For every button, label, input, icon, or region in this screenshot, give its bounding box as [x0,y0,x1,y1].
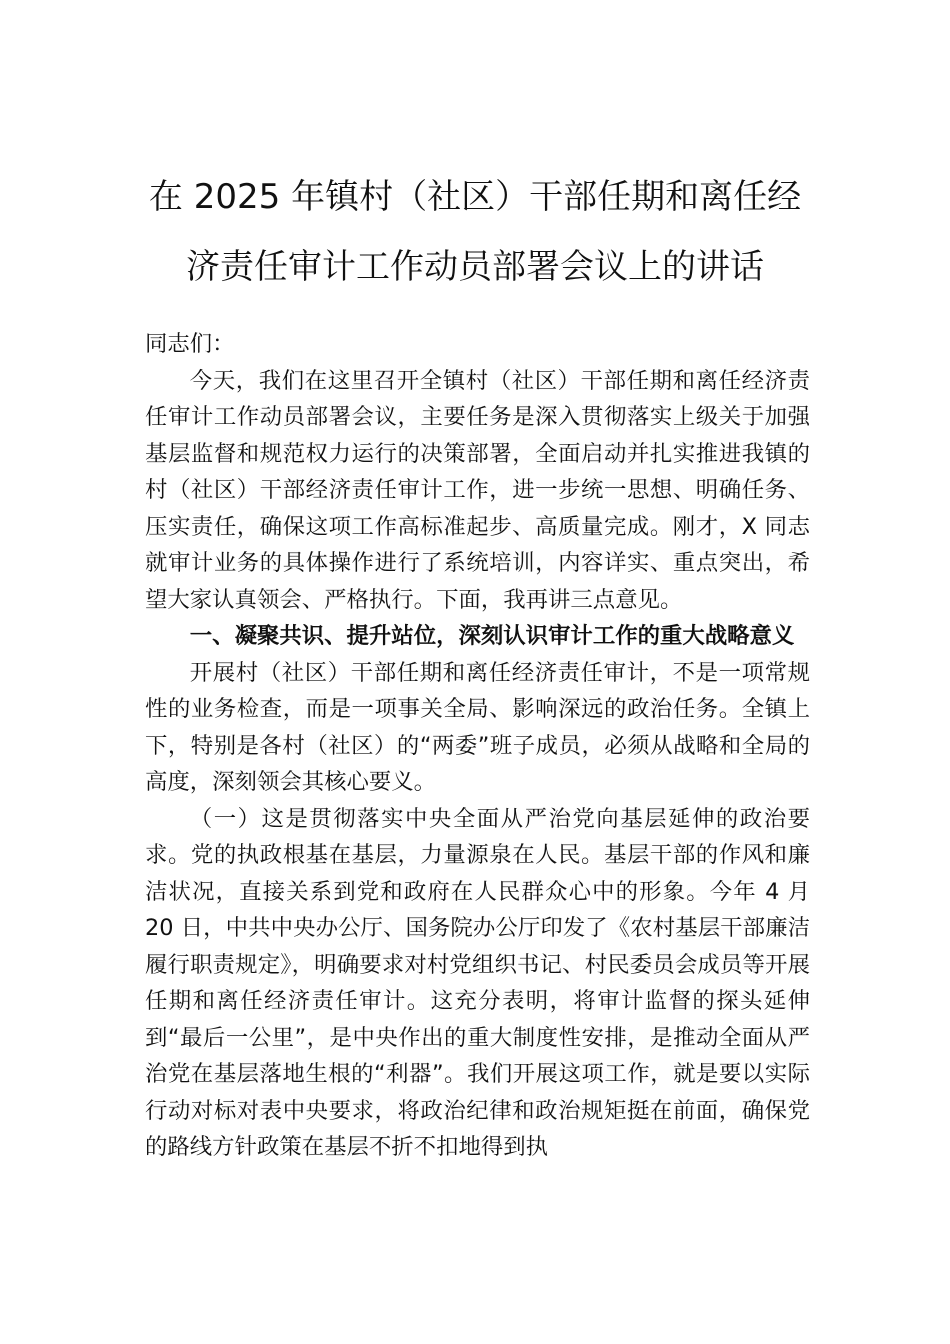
title-line-1: 在 2025 年镇村（社区）干部任期和离任经 [148,177,802,217]
document-body [145,326,810,1166]
section-heading: 一、凝聚共识、提升站位，深刻认识审计工作的重大战略意义 [189,623,795,649]
paragraph: 开展村（社区）干部任期和离任经济责任审计，不是一项常规性的业务检查，而是一项事关全局、影响深远的政治任务。全镇上下，特别是各村（社区）的“两委”班子成员，必须从战略和全局的高度，深刻领会其核心要义。 [145,659,810,795]
paragraph: 今天，我们在这里召开全镇村（社区）干部任期和离任经济责任审计工作动员部署会议，主要任务是深入贯彻落实上级关于加强基层监督和规范权力运行的决策部署，全面启动并扎实推进我镇的村（社区）干部经济责任审计工作，进一步统一思想、明确任务、压实责任，确保这项工作高标准起步、高质量完成。刚才，X 同志就审计业务的具体操作进行了系统培训，内容详实、重点突出，希望大家认真领会、严格执行。下面，我再讲三点意见。 [145,367,810,613]
salutation: 同志们： [145,331,235,357]
page-title [60,162,890,302]
title-line-2: 济责任审计工作动员部署会议上的讲话 [186,247,764,287]
paragraph: （一）这是贯彻落实中央全面从严治党向基层延伸的政治要求。党的执政根基在基层，力量源泉在人民。基层干部的作风和廉洁状况，直接关系到党和政府在人民群众心中的形象。今年 4 月 20 日，中共中央办公厅、国务院办公厅印发了《农村基层干部廉洁履行职责规定》，明确要求对村党组织书记、村民委员会成员等开展任期和离任经济责任审计。这充分表明，将审计监督的探头延伸到“最后一公里”，是中央作出的重大制度性安排，是推动全面从严治党在基层落地生根的“利器”。我们开展这项工作，就是要以实际行动对标对表中央要求，将政治纪律和政治规矩挺在前面，确保党的路线方针政策在基层不折不扣地得到执 [145,805,810,1160]
